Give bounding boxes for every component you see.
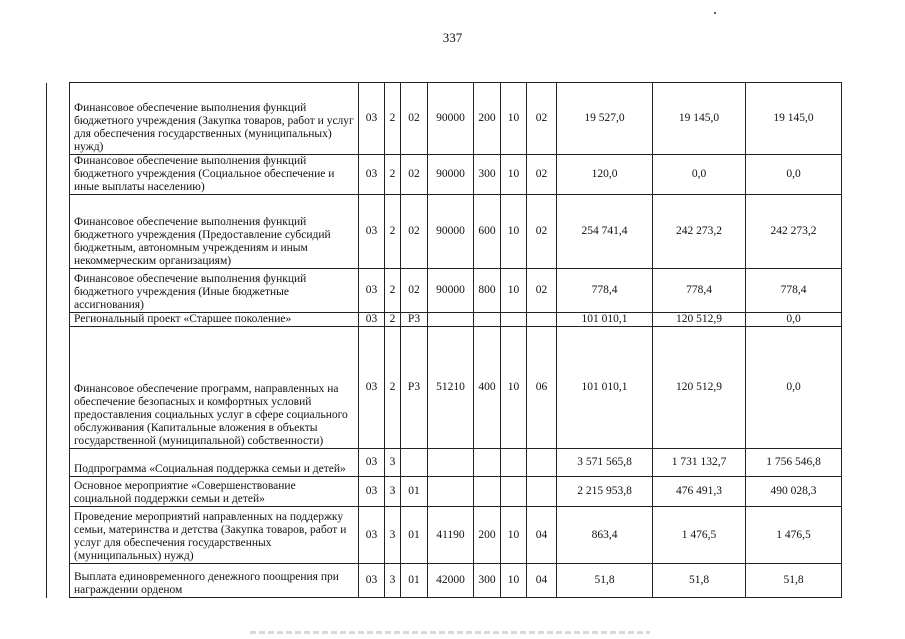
code-subdivision [527, 449, 557, 477]
code-subprogram: 2 [385, 269, 401, 313]
code-subprogram: 3 [385, 449, 401, 477]
code-expense-type: 200 [474, 507, 501, 564]
code-section: 03 [359, 477, 385, 507]
margin-cell [47, 83, 70, 155]
value-year-3: 19 145,0 [746, 83, 842, 155]
code-expense-type [474, 313, 501, 327]
code-expense-type: 300 [474, 564, 501, 598]
code-section: 03 [359, 507, 385, 564]
value-year-3: 1 476,5 [746, 507, 842, 564]
margin-cell [47, 477, 70, 507]
value-year-2: 51,8 [653, 564, 746, 598]
value-year-1: 101 010,1 [557, 313, 653, 327]
code-subprogram: 3 [385, 564, 401, 598]
value-year-2: 1 476,5 [653, 507, 746, 564]
value-year-1: 120,0 [557, 155, 653, 195]
value-year-2: 242 273,2 [653, 195, 746, 269]
table-row [47, 269, 842, 313]
table-row [47, 155, 842, 195]
value-year-1: 863,4 [557, 507, 653, 564]
code-division: 10 [501, 195, 527, 269]
value-year-3: 242 273,2 [746, 195, 842, 269]
code-subprogram: 2 [385, 155, 401, 195]
code-division: 10 [501, 327, 527, 449]
code-expense-type [474, 477, 501, 507]
code-target: 42000 [428, 564, 474, 598]
code-target: 90000 [428, 195, 474, 269]
table-row [47, 564, 842, 598]
code-event: 02 [401, 195, 428, 269]
code-subdivision: 06 [527, 327, 557, 449]
margin-cell [47, 507, 70, 564]
margin-cell [47, 449, 70, 477]
code-section: 03 [359, 155, 385, 195]
code-subprogram: 2 [385, 313, 401, 327]
margin-cell [47, 195, 70, 269]
code-target: 41190 [428, 507, 474, 564]
row-name: Основное мероприятие «Совершенствование социальной поддержки семьи и детей» [70, 477, 359, 507]
code-section: 03 [359, 83, 385, 155]
row-name: Финансовое обеспечение выполнения функций бюджетного учреждения (Социальное обеспечение и иные выплаты населению) [70, 155, 359, 195]
code-subdivision: 02 [527, 155, 557, 195]
code-target [428, 477, 474, 507]
value-year-2: 19 145,0 [653, 83, 746, 155]
value-year-2: 120 512,9 [653, 327, 746, 449]
table-row [47, 449, 842, 477]
code-section: 03 [359, 195, 385, 269]
scan-speck [714, 12, 716, 14]
code-target: 90000 [428, 269, 474, 313]
value-year-2: 0,0 [653, 155, 746, 195]
row-name: Финансовое обеспечение программ, направленных на обеспечение безопасных и комфортных условий предоставления социальных услуг в сфере социального обслуживания (Капитальные вложения в объекты государственной (муниципальной) собственности) [70, 327, 359, 449]
code-division: 10 [501, 83, 527, 155]
code-event: 01 [401, 507, 428, 564]
code-subdivision: 02 [527, 83, 557, 155]
code-section: 03 [359, 327, 385, 449]
code-event: 02 [401, 155, 428, 195]
code-division: 10 [501, 269, 527, 313]
code-expense-type: 300 [474, 155, 501, 195]
row-name: Подпрограмма «Социальная поддержка семьи и детей» [70, 449, 359, 477]
value-year-1: 254 741,4 [557, 195, 653, 269]
code-subdivision: 04 [527, 564, 557, 598]
code-subdivision [527, 477, 557, 507]
margin-cell [47, 313, 70, 327]
code-target: 90000 [428, 83, 474, 155]
margin-cell [47, 327, 70, 449]
code-division [501, 449, 527, 477]
code-event: Р3 [401, 327, 428, 449]
code-section: 03 [359, 269, 385, 313]
code-event: 02 [401, 83, 428, 155]
margin-cell [47, 564, 70, 598]
value-year-1: 2 215 953,8 [557, 477, 653, 507]
code-expense-type: 800 [474, 269, 501, 313]
value-year-1: 3 571 565,8 [557, 449, 653, 477]
table-row [47, 507, 842, 564]
code-expense-type: 400 [474, 327, 501, 449]
code-subprogram: 3 [385, 507, 401, 564]
row-name: Финансовое обеспечение выполнения функций бюджетного учреждения (Предоставление субсидий бюджетным, автономным учреждениям и иным некоммерческим организациям) [70, 195, 359, 269]
code-expense-type [474, 449, 501, 477]
value-year-1: 51,8 [557, 564, 653, 598]
scan-artifact [250, 631, 650, 634]
value-year-3: 778,4 [746, 269, 842, 313]
value-year-1: 101 010,1 [557, 327, 653, 449]
value-year-3: 51,8 [746, 564, 842, 598]
row-name: Региональный проект «Старшее поколение» [70, 313, 359, 327]
page-number: 337 [442, 30, 463, 45]
code-target [428, 449, 474, 477]
code-expense-type: 600 [474, 195, 501, 269]
code-event: 01 [401, 564, 428, 598]
value-year-2: 120 512,9 [653, 313, 746, 327]
table-row [47, 83, 842, 155]
code-subprogram: 3 [385, 477, 401, 507]
code-expense-type: 200 [474, 83, 501, 155]
table-row [47, 313, 842, 327]
code-subprogram: 2 [385, 327, 401, 449]
code-event [401, 449, 428, 477]
budget-table [46, 82, 842, 598]
table-row [47, 195, 842, 269]
value-year-1: 778,4 [557, 269, 653, 313]
value-year-2: 778,4 [653, 269, 746, 313]
row-name: Финансовое обеспечение выполнения функций бюджетного учреждения (Закупка товаров, работ и услуг для обеспечения государственных (муниципальных) нужд) [70, 83, 359, 155]
code-subprogram: 2 [385, 195, 401, 269]
margin-cell [47, 155, 70, 195]
row-name: Финансовое обеспечение выполнения функций бюджетного учреждения (Иные бюджетные ассигнования) [70, 269, 359, 313]
code-section: 03 [359, 313, 385, 327]
code-division [501, 477, 527, 507]
code-section: 03 [359, 564, 385, 598]
value-year-3: 0,0 [746, 327, 842, 449]
value-year-3: 0,0 [746, 155, 842, 195]
code-division: 10 [501, 155, 527, 195]
code-subdivision: 04 [527, 507, 557, 564]
code-target: 90000 [428, 155, 474, 195]
code-division: 10 [501, 564, 527, 598]
table-row [47, 477, 842, 507]
value-year-3: 1 756 546,8 [746, 449, 842, 477]
value-year-2: 1 731 132,7 [653, 449, 746, 477]
value-year-1: 19 527,0 [557, 83, 653, 155]
code-subdivision: 02 [527, 269, 557, 313]
row-name: Выплата единовременного денежного поощрения при награждении орденом [70, 564, 359, 598]
margin-cell [47, 269, 70, 313]
code-event: 02 [401, 269, 428, 313]
code-event: Р3 [401, 313, 428, 327]
code-target [428, 313, 474, 327]
code-subdivision: 02 [527, 195, 557, 269]
code-section: 03 [359, 449, 385, 477]
value-year-3: 490 028,3 [746, 477, 842, 507]
code-division: 10 [501, 507, 527, 564]
value-year-3: 0,0 [746, 313, 842, 327]
table-row [47, 327, 842, 449]
row-name: Проведение мероприятий направленных на поддержку семьи, материнства и детства (Закупка товаров, работ и услуг для обеспечения государственных (муниципальных) нужд) [70, 507, 359, 564]
code-event: 01 [401, 477, 428, 507]
code-subdivision [527, 313, 557, 327]
code-division [501, 313, 527, 327]
code-target: 51210 [428, 327, 474, 449]
value-year-2: 476 491,3 [653, 477, 746, 507]
code-subprogram: 2 [385, 83, 401, 155]
